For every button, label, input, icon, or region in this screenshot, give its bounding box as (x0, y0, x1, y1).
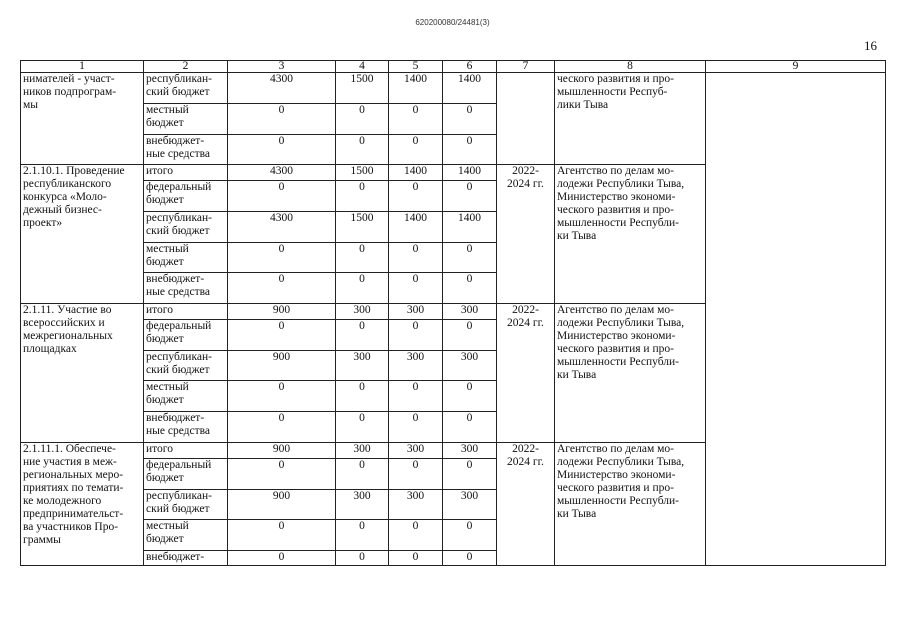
amount-cell: 4300 (228, 165, 336, 181)
amount-cell: 0 (443, 104, 497, 135)
budget-table (20, 60, 886, 566)
amount-cell: 0 (228, 320, 336, 351)
amount-cell: 900 (228, 443, 336, 459)
amount-cell: 0 (443, 135, 497, 165)
amount-cell: 300 (443, 490, 497, 520)
activity-name-cell: 2.1.11. Участие во всероссийских и межрегиональных площадках (21, 304, 144, 443)
funding-source-cell: федеральный бюджет (144, 181, 228, 212)
amount-cell: 1400 (389, 73, 443, 104)
amount-cell: 1400 (443, 165, 497, 181)
amount-cell: 0 (336, 273, 389, 304)
period-cell (497, 73, 555, 165)
amount-cell: 0 (336, 181, 389, 212)
activity-name-cell: 2.1.10.1. Проведение республиканского конкурса «Моло- дежный бизнес- проект» (21, 165, 144, 304)
amount-cell: 0 (443, 273, 497, 304)
funding-source-cell: республикан- ский бюджет (144, 73, 228, 104)
amount-cell: 0 (443, 181, 497, 212)
header-cell: 1 (21, 61, 144, 73)
header-cell: 9 (706, 61, 886, 73)
amount-cell: 300 (336, 351, 389, 381)
amount-cell: 0 (336, 104, 389, 135)
amount-cell: 0 (389, 243, 443, 273)
amount-cell: 0 (336, 520, 389, 551)
header-row (21, 61, 886, 73)
activity-name-cell: 2.1.11.1. Обеспече- ние участия в меж- региональных меро- приятиях по темати- ке молодежного предпринимательст- ва участников Про- граммы (21, 443, 144, 566)
amount-cell: 300 (443, 351, 497, 381)
amount-cell: 900 (228, 490, 336, 520)
funding-source-cell: местный бюджет (144, 520, 228, 551)
amount-cell: 1500 (336, 165, 389, 181)
funding-source-cell: республикан- ский бюджет (144, 490, 228, 520)
executor-cell: Агентство по делам мо- лодежи Республики Тыва, Министерство экономи- ческого развития и про- мышленности Республи- ки Тыва (555, 165, 706, 304)
funding-source-cell: итого (144, 165, 228, 181)
funding-source-cell: местный бюджет (144, 243, 228, 273)
amount-cell: 0 (443, 520, 497, 551)
executor-cell: ческого развития и про- мышленности Респуб- лики Тыва (555, 73, 706, 165)
amount-cell: 0 (389, 381, 443, 412)
amount-cell: 0 (228, 381, 336, 412)
amount-cell: 900 (228, 304, 336, 320)
funding-source-cell: местный бюджет (144, 104, 228, 135)
amount-cell: 0 (443, 551, 497, 566)
amount-cell: 0 (228, 181, 336, 212)
amount-cell: 0 (443, 243, 497, 273)
funding-source-cell: республикан- ский бюджет (144, 351, 228, 381)
funding-source-cell: итого (144, 304, 228, 320)
amount-cell: 0 (336, 135, 389, 165)
amount-cell: 0 (228, 135, 336, 165)
amount-cell: 0 (389, 104, 443, 135)
period-cell: 2022- 2024 гг. (497, 304, 555, 443)
amount-cell: 300 (336, 490, 389, 520)
result-cell (706, 73, 886, 566)
activity-name-cell: нимателей - участ- ников подпрограм- мы (21, 73, 144, 165)
amount-cell: 0 (336, 320, 389, 351)
amount-cell: 0 (389, 181, 443, 212)
amount-cell: 0 (389, 412, 443, 443)
amount-cell: 1400 (389, 165, 443, 181)
funding-source-cell: внебюджет- ные средства (144, 273, 228, 304)
amount-cell: 0 (389, 520, 443, 551)
amount-cell: 0 (443, 381, 497, 412)
amount-cell: 300 (389, 490, 443, 520)
amount-cell: 0 (389, 273, 443, 304)
header-cell: 2 (144, 61, 228, 73)
amount-cell: 0 (389, 551, 443, 566)
period-cell: 2022- 2024 гг. (497, 165, 555, 304)
amount-cell: 0 (443, 412, 497, 443)
amount-cell: 1400 (389, 212, 443, 243)
amount-cell: 0 (228, 273, 336, 304)
amount-cell: 0 (336, 459, 389, 490)
header-cell: 3 (228, 61, 336, 73)
amount-cell: 1400 (443, 212, 497, 243)
amount-cell: 0 (443, 459, 497, 490)
document-id: 620200080/24481(3) (415, 18, 490, 27)
header-cell: 8 (555, 61, 706, 73)
period-cell: 2022- 2024 гг. (497, 443, 555, 566)
amount-cell: 0 (228, 104, 336, 135)
funding-source-cell: федеральный бюджет (144, 459, 228, 490)
table-row (21, 73, 886, 104)
amount-cell: 300 (443, 443, 497, 459)
executor-cell: Агентство по делам мо- лодежи Республики Тыва, Министерство экономи- ческого развития и про- мышленности Республи- ки Тыва (555, 304, 706, 443)
funding-source-cell: республикан- ский бюджет (144, 212, 228, 243)
amount-cell: 0 (228, 551, 336, 566)
header-cell: 4 (336, 61, 389, 73)
amount-cell: 0 (389, 135, 443, 165)
header-cell: 5 (389, 61, 443, 73)
amount-cell: 0 (336, 381, 389, 412)
amount-cell: 1400 (443, 73, 497, 104)
amount-cell: 300 (389, 304, 443, 320)
funding-source-cell: федеральный бюджет (144, 320, 228, 351)
amount-cell: 4300 (228, 73, 336, 104)
amount-cell: 0 (228, 520, 336, 551)
amount-cell: 300 (336, 443, 389, 459)
funding-source-cell: итого (144, 443, 228, 459)
page-number: 16 (864, 38, 877, 53)
amount-cell: 0 (389, 459, 443, 490)
amount-cell: 300 (389, 351, 443, 381)
amount-cell: 1500 (336, 73, 389, 104)
funding-source-cell: внебюджет- ные средства (144, 135, 228, 165)
amount-cell: 0 (389, 320, 443, 351)
amount-cell: 900 (228, 351, 336, 381)
amount-cell: 0 (443, 320, 497, 351)
header-cell: 6 (443, 61, 497, 73)
amount-cell: 0 (228, 459, 336, 490)
header-cell: 7 (497, 61, 555, 73)
amount-cell: 4300 (228, 212, 336, 243)
amount-cell: 300 (336, 304, 389, 320)
amount-cell: 0 (336, 412, 389, 443)
amount-cell: 0 (228, 243, 336, 273)
amount-cell: 0 (336, 551, 389, 566)
amount-cell: 300 (443, 304, 497, 320)
amount-cell: 0 (228, 412, 336, 443)
funding-source-cell: внебюджет- (144, 551, 228, 566)
amount-cell: 0 (336, 243, 389, 273)
funding-source-cell: местный бюджет (144, 381, 228, 412)
funding-source-cell: внебюджет- ные средства (144, 412, 228, 443)
amount-cell: 1500 (336, 212, 389, 243)
executor-cell: Агентство по делам мо- лодежи Республики Тыва, Министерство экономи- ческого развития и про- мышленности Республи- ки Тыва (555, 443, 706, 566)
amount-cell: 300 (389, 443, 443, 459)
